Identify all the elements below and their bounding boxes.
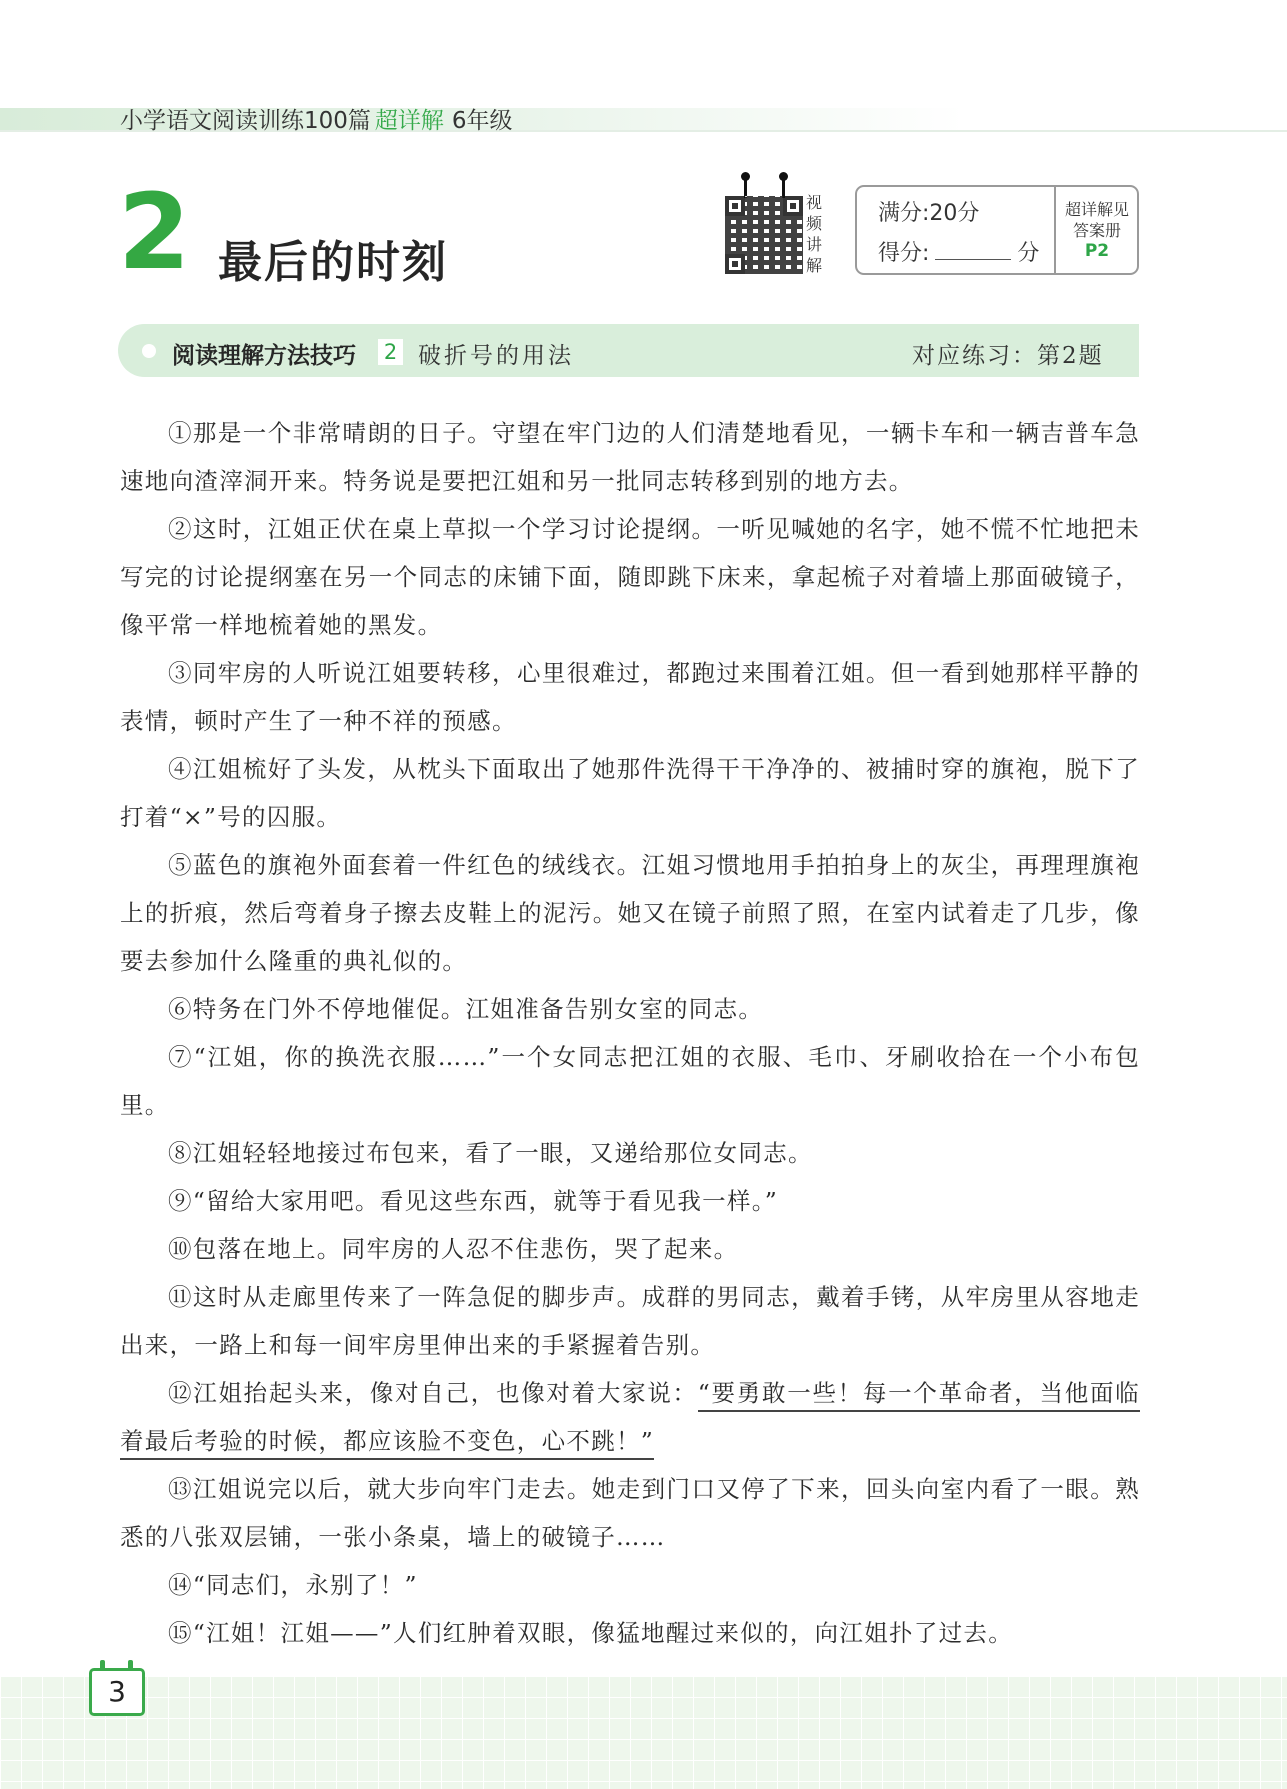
- grade-label: 6年级: [451, 108, 513, 134]
- lesson-title: 最后的时刻: [218, 237, 448, 288]
- answer-ref-line1: 超详解见: [1064, 200, 1129, 219]
- paragraph-2: ②这时，江姐正伏在桌上草拟一个学习讨论提纲。一听见喊她的名字，她不慌不忙地把未写完的讨论提纲塞在另一个同志的床铺下面，随即跳下床来，拿起梳子对着墙上那面破镜子，像平常一样地梳着她的黑发。: [120, 515, 1140, 639]
- score-blank[interactable]: [935, 241, 1011, 260]
- answer-page: P2: [1084, 241, 1110, 261]
- bullet-dot-icon: [142, 344, 156, 358]
- score-unit: 分: [1017, 241, 1040, 266]
- footer-grid: [0, 1676, 1287, 1789]
- paragraph-9: ⑨“留给大家用吧。看见这些东西，就等于看见我一样。”: [168, 1187, 779, 1215]
- qr-antenna-right: [782, 178, 785, 198]
- answer-reference: [1056, 199, 1138, 262]
- qr-antenna-left: [744, 178, 747, 198]
- paragraph-5: ⑤蓝色的旗袍外面套着一件红色的绒线衣。江姐习惯地用手拍拍身上的灰尘，再理理旗袍上的折痕，然后弯着身子擦去皮鞋上的泥污。她又在镜子前照了照，在室内试着走了几步，像要去参加什么隆重的典礼似的。: [120, 851, 1140, 975]
- qr-video-label: 视频讲解: [806, 193, 823, 275]
- score-label: 得分:: [878, 241, 930, 266]
- book-title: 小学语文阅读训练100篇: [120, 108, 371, 134]
- paragraph-14: ⑭“同志们，永别了！”: [168, 1571, 418, 1599]
- paragraph-13: ⑬江姐说完以后，就大步向牢门走去。她走到门口又停了下来，回头向室内看了一眼。熟悉的八张双层铺，一张小条桌，墙上的破镜子……: [120, 1475, 1140, 1551]
- method-topic: 破折号的用法: [418, 343, 574, 369]
- paragraph-3: ③同牢房的人听说江姐要转移，心里很难过，都跑过来围着江姐。但一看到她那样平静的表情，顿时产生了一种不祥的预感。: [120, 659, 1140, 735]
- full-score: 满分:20分: [878, 201, 980, 226]
- paragraph-11: ⑪这时从走廊里传来了一阵急促的脚步声。成群的男同志，戴着手铐，从牢房里从容地走出来，一路上和每一间牢房里伸出来的手紧握着告别。: [120, 1283, 1140, 1359]
- article-body: [120, 409, 1140, 1657]
- paragraph-15: ⑮“江姐！江姐——”人们红肿着双眼，像猛地醒过来似的，向江姐扑了过去。: [168, 1619, 1014, 1647]
- paragraph-10: ⑩包落在地上。同牢房的人忍不住悲伤，哭了起来。: [168, 1235, 739, 1263]
- practice-reference: 对应练习：第2题: [912, 343, 1104, 369]
- paragraph-4: ④江姐梳好了头发，从枕头下面取出了她那件洗得干干净净的、被捕时穿的旗袍，脱下了打着“×”号的囚服。: [120, 755, 1140, 831]
- page-number: 3: [89, 1668, 145, 1716]
- edition-label: 超详解: [374, 108, 444, 134]
- qr-code-icon[interactable]: [725, 196, 803, 274]
- method-title: 阅读理解方法技巧: [172, 343, 356, 369]
- score-field: [878, 236, 1039, 267]
- paragraph-1: ①那是一个非常晴朗的日子。守望在牢门边的人们清楚地看见，一辆卡车和一辆吉普车急速地向渣滓洞开来。特务说是要把江姐和另一批同志转移到别的地方去。: [120, 419, 1140, 495]
- paragraph-8: ⑧江姐轻轻地接过布包来，看了一眼，又递给那位女同志。: [168, 1139, 813, 1167]
- book-header: [120, 102, 513, 135]
- underlined-quote: “要勇敢一些！每一个革命者，当他面临着最后考验的时候，都应该脸不变色，心不跳！”: [120, 1379, 1140, 1460]
- method-number: 2: [378, 339, 403, 365]
- paragraph-6: ⑥特务在门外不停地催促。江姐准备告别女室的同志。: [168, 995, 764, 1023]
- paragraph-12: [120, 1369, 1140, 1465]
- paragraph-7: ⑦“江姐，你的换洗衣服……”一个女同志把江姐的衣服、毛巾、牙刷收拾在一个小布包里。: [120, 1043, 1140, 1119]
- answer-ref-line2: 答案册: [1072, 221, 1121, 240]
- paragraph-12-lead: ⑫江姐抬起头来，像对自己，也像对着大家说：: [168, 1379, 698, 1407]
- lesson-number: 2: [118, 171, 191, 293]
